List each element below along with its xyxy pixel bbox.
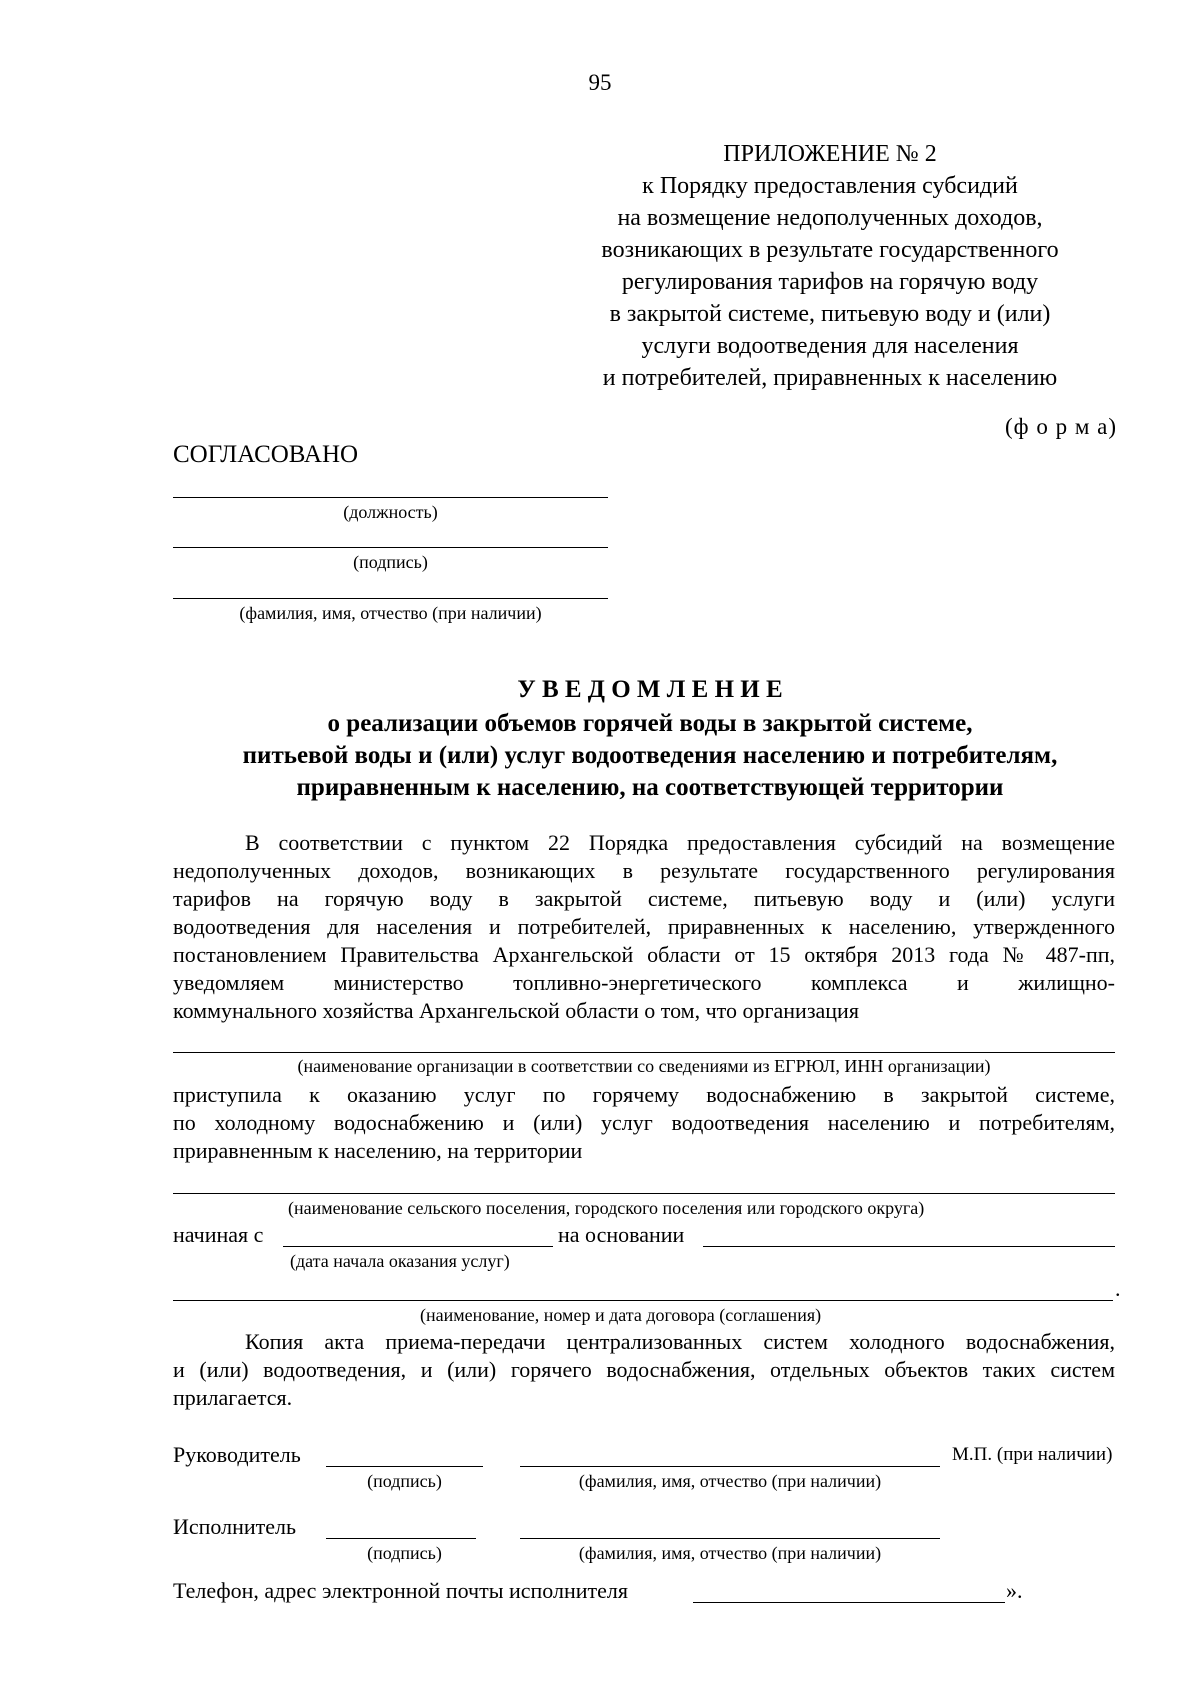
territory-line	[173, 1193, 1115, 1194]
notice-subtitle: приравненным к населению, на соответствующей территории	[296, 774, 1004, 801]
position-line	[173, 497, 608, 498]
signature-line	[173, 547, 608, 548]
starting-label: начиная с	[173, 1222, 264, 1247]
executor-name-line	[520, 1538, 940, 1539]
organization-line	[173, 1052, 1115, 1053]
notice-title: У В Е Д О М Л Е Н И Е	[517, 676, 783, 703]
contract-line	[173, 1300, 1113, 1301]
stamp-label: М.П. (при наличии)	[952, 1444, 1113, 1465]
signature-caption: (подпись)	[353, 552, 428, 572]
start-date-line	[283, 1246, 553, 1247]
phone-line	[693, 1602, 1005, 1603]
body-line: В соответствии с пунктом 22 Порядка предоставления субсидий на возмещение	[245, 830, 1115, 855]
period: .	[1115, 1276, 1121, 1301]
head-name-caption: (фамилия, имя, отчество (при наличии)	[578, 1471, 882, 1491]
appendix-line: в закрытой системе, питьевую воду и (или)	[609, 301, 1051, 327]
body-line: коммунального хозяйства Архангельской области о том, что организация	[173, 998, 859, 1023]
head-label: Руководитель	[173, 1442, 301, 1467]
position-caption: (должность)	[343, 502, 438, 522]
appendix-line: возникающих в результате государственного	[601, 237, 1059, 263]
body-line: по холодному водоснабжению и (или) услуг водоотведения населению и потребителям,	[173, 1110, 1115, 1135]
phone-label: Телефон, адрес электронной почты исполнителя	[173, 1578, 629, 1603]
basis-label: на основании	[558, 1222, 685, 1247]
organization-caption: (наименование организации в соответствии со сведениями из ЕГРЮЛ, ИНН организации)	[297, 1056, 991, 1076]
body-line: Копия акта приема-передачи централизованных систем холодного водоснабжения,	[245, 1329, 1115, 1354]
body-line: и (или) водоотведения, и (или) горячего водоснабжения, отдельных объектов таких систем	[173, 1357, 1115, 1382]
name-caption: (фамилия, имя, отчество (при наличии)	[239, 603, 542, 623]
executor-signature-line	[326, 1538, 476, 1539]
appendix-line: и потребителей, приравненных к населению	[602, 365, 1058, 391]
basis-line	[703, 1246, 1115, 1247]
body-line: водоотведения для населения и потребителей, приравненных к населению, утвержденного	[173, 914, 1115, 939]
head-signature-caption: (подпись)	[367, 1471, 442, 1491]
body-line: приравненным к населению, на территории	[173, 1138, 583, 1163]
executor-name-caption: (фамилия, имя, отчество (при наличии)	[578, 1543, 882, 1563]
appendix-block	[560, 138, 1100, 394]
executor-label: Исполнитель	[173, 1514, 297, 1539]
name-line	[173, 598, 608, 599]
notice-subtitle: питьевой воды и (или) услуг водоотведения населению и потребителям,	[242, 742, 1058, 769]
head-name-line	[520, 1466, 940, 1467]
form-label: (ф о р м а)	[1005, 414, 1117, 439]
appendix-line: к Порядку предоставления субсидий	[642, 173, 1018, 199]
body-line: уведомляем министерство топливно-энергетического комплекса и жилищно-	[173, 970, 1115, 995]
appendix-line: на возмещение недополученных доходов,	[617, 205, 1043, 231]
body-line: приступила к оказанию услуг по горячему водоснабжению в закрытой системе,	[173, 1082, 1115, 1107]
contract-caption: (наименование, номер и дата договора (соглашения)	[420, 1305, 822, 1325]
body-line: постановлением Правительства Архангельской области от 15 октября 2013 года № 487-пп,	[173, 942, 1115, 967]
page-number: 95	[588, 70, 612, 95]
body-line: прилагается.	[173, 1385, 293, 1410]
approval-title: СОГЛАСОВАНО	[173, 441, 359, 468]
appendix-line: услуги водоотведения для населения	[641, 333, 1019, 359]
appendix-line: регулирования тарифов на горячую воду	[621, 269, 1039, 295]
appendix-title: ПРИЛОЖЕНИЕ № 2	[723, 141, 937, 167]
closing-quote: ».	[1006, 1578, 1023, 1603]
start-date-caption: (дата начала оказания услуг)	[290, 1251, 510, 1271]
notice-subtitle: о реализации объемов горячей воды в закрытой системе,	[327, 710, 973, 737]
executor-signature-caption: (подпись)	[367, 1543, 442, 1563]
head-signature-line	[326, 1466, 483, 1467]
body-line: тарифов на горячую воду в закрытой системе, питьевую воду и (или) услуги	[173, 886, 1115, 911]
body-line: недополученных доходов, возникающих в результате государственного регулирования	[173, 858, 1115, 883]
territory-caption: (наименование сельского поселения, городского поселения или городского округа)	[288, 1198, 925, 1218]
